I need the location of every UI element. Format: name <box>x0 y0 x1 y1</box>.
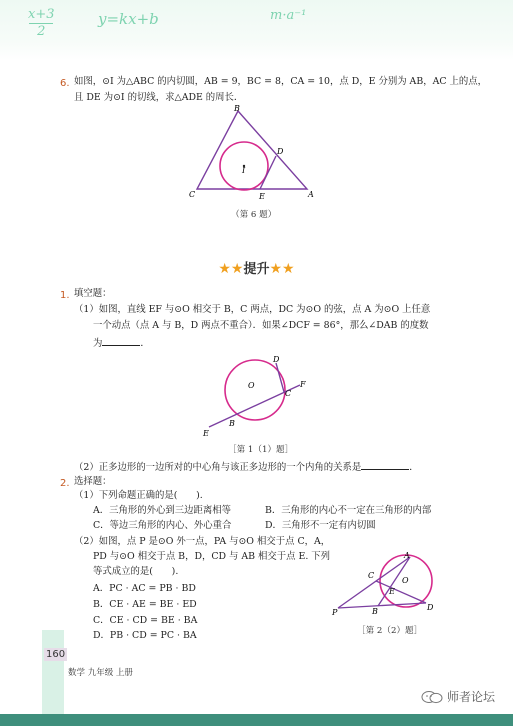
fraction-denominator: 2 <box>37 24 46 39</box>
label-o: O <box>402 576 409 585</box>
answer-d: D．PB · CD = PC · BA <box>93 630 197 641</box>
label-b: B <box>372 607 378 616</box>
answer-b: B．CE · AE = BE · ED <box>93 599 197 610</box>
label-b: B <box>234 104 240 113</box>
star-icon-left: ★★ <box>218 261 244 277</box>
answer-blank <box>102 335 140 346</box>
watermark-text: 师者论坛 <box>446 690 495 704</box>
question-2-part-2-line-3: 等式成立的是( ). <box>93 566 179 577</box>
watermark <box>421 688 495 705</box>
label-b: B <box>229 419 235 428</box>
question-2-heading: 选择题： <box>74 476 112 487</box>
caption-question-6: （第 6 题） <box>231 210 277 220</box>
caption-question-1-1: ［第 1（1）题］ <box>228 445 294 455</box>
chord-cd <box>376 581 426 603</box>
fraction-numerator: x+3 <box>28 7 55 22</box>
decorative-formula-2: m·a⁻¹ <box>270 8 307 23</box>
page-side-tab <box>42 630 64 720</box>
label-e: E <box>389 587 395 596</box>
label-e: E <box>203 429 209 438</box>
answer-c: C．CE · CD = BE · BA <box>93 615 198 626</box>
decorative-fraction <box>28 8 55 39</box>
figure-question-2-2 <box>330 548 450 620</box>
triangle-abc <box>197 111 307 189</box>
label-c: C <box>368 571 375 580</box>
question-1-part-1-line-1: （1）如图，直线 EF 与⊙O 相交于 B，C 两点，DC 为⊙O 的弦，点 A 为⊙O 上任意 <box>74 304 431 315</box>
caption-question-2-2: ［第 2（2）题］ <box>357 626 423 636</box>
decorative-formula: y=kx+b <box>98 10 159 28</box>
label-c: C <box>189 190 196 199</box>
question-1-part-2: （2）正多边形的一边所对的中心角与该正多边形的一个内角的关系是 ． <box>74 459 419 475</box>
question-1-part-1-line-2: 一个动点（点 A 与 B，D 两点不重合）．如果∠DCF = 86°，那么∠DAB 的度数 <box>93 320 429 331</box>
option-a: A．三角形的外心到三边距离相等 <box>93 505 232 516</box>
figure-question-1-1 <box>200 350 320 440</box>
label-o: O <box>248 381 255 390</box>
label-a: A <box>308 190 314 199</box>
label-c: C <box>285 389 292 398</box>
option-d: D．三角形不一定有内切圆 <box>265 520 376 531</box>
book-title: 数学 九年级 上册 <box>68 668 133 678</box>
label-p: P <box>332 608 338 617</box>
question-number-2: 2. <box>60 478 70 489</box>
wechat-icon <box>421 690 443 704</box>
question-2-part-2-line-2: PD 与⊙O 相交于点 B，D，CD 与 AB 相交于点 E. 下列 <box>93 551 331 562</box>
section-title-text: 提升 <box>243 262 270 277</box>
section-title-tisheng <box>0 258 513 277</box>
label-d: D <box>277 147 284 156</box>
label-a: A <box>404 551 410 560</box>
question-6-line-1: 如图，⊙I 为△ABC 的内切圆，AB = 9，BC = 8，CA = 10，点 D，E 分别为 AB，AC 上的点， <box>74 76 488 87</box>
figure-question-6 <box>180 100 330 205</box>
label-e: E <box>259 192 265 201</box>
label-d: D <box>427 603 434 612</box>
question-2-part-2-line-1: （2）如图，点 P 是⊙O 外一点，PA 与⊙O 相交于点 C，A， <box>74 536 331 547</box>
page-number: 160 <box>46 649 66 660</box>
question-1-part-1-line-3: 为 ． <box>93 335 150 351</box>
answer-a: A．PC · AC = PB · BD <box>93 583 196 594</box>
option-c: C．等边三角形的内心、外心重合 <box>93 520 232 531</box>
question-number-1: 1. <box>60 290 70 301</box>
answer-blank-2 <box>361 459 409 470</box>
label-f: F <box>300 380 306 389</box>
question-2-part-1: （1）下列命题正确的是( ). <box>74 490 203 501</box>
question-6-line-2: 且 DE 为⊙I 的切线，求△ADE 的周长． <box>74 92 244 103</box>
question-1-heading: 填空题： <box>74 288 112 299</box>
header-decoration <box>0 0 513 60</box>
question-number-6: 6. <box>60 78 70 89</box>
label-i: I <box>242 166 246 175</box>
line-pa <box>338 557 410 608</box>
option-b: B．三角形的内心不一定在三角形的内部 <box>265 505 432 516</box>
circle-o <box>225 360 285 420</box>
star-icon-right: ★★ <box>269 261 295 277</box>
bottom-bar <box>0 714 513 726</box>
label-d: D <box>273 355 280 364</box>
